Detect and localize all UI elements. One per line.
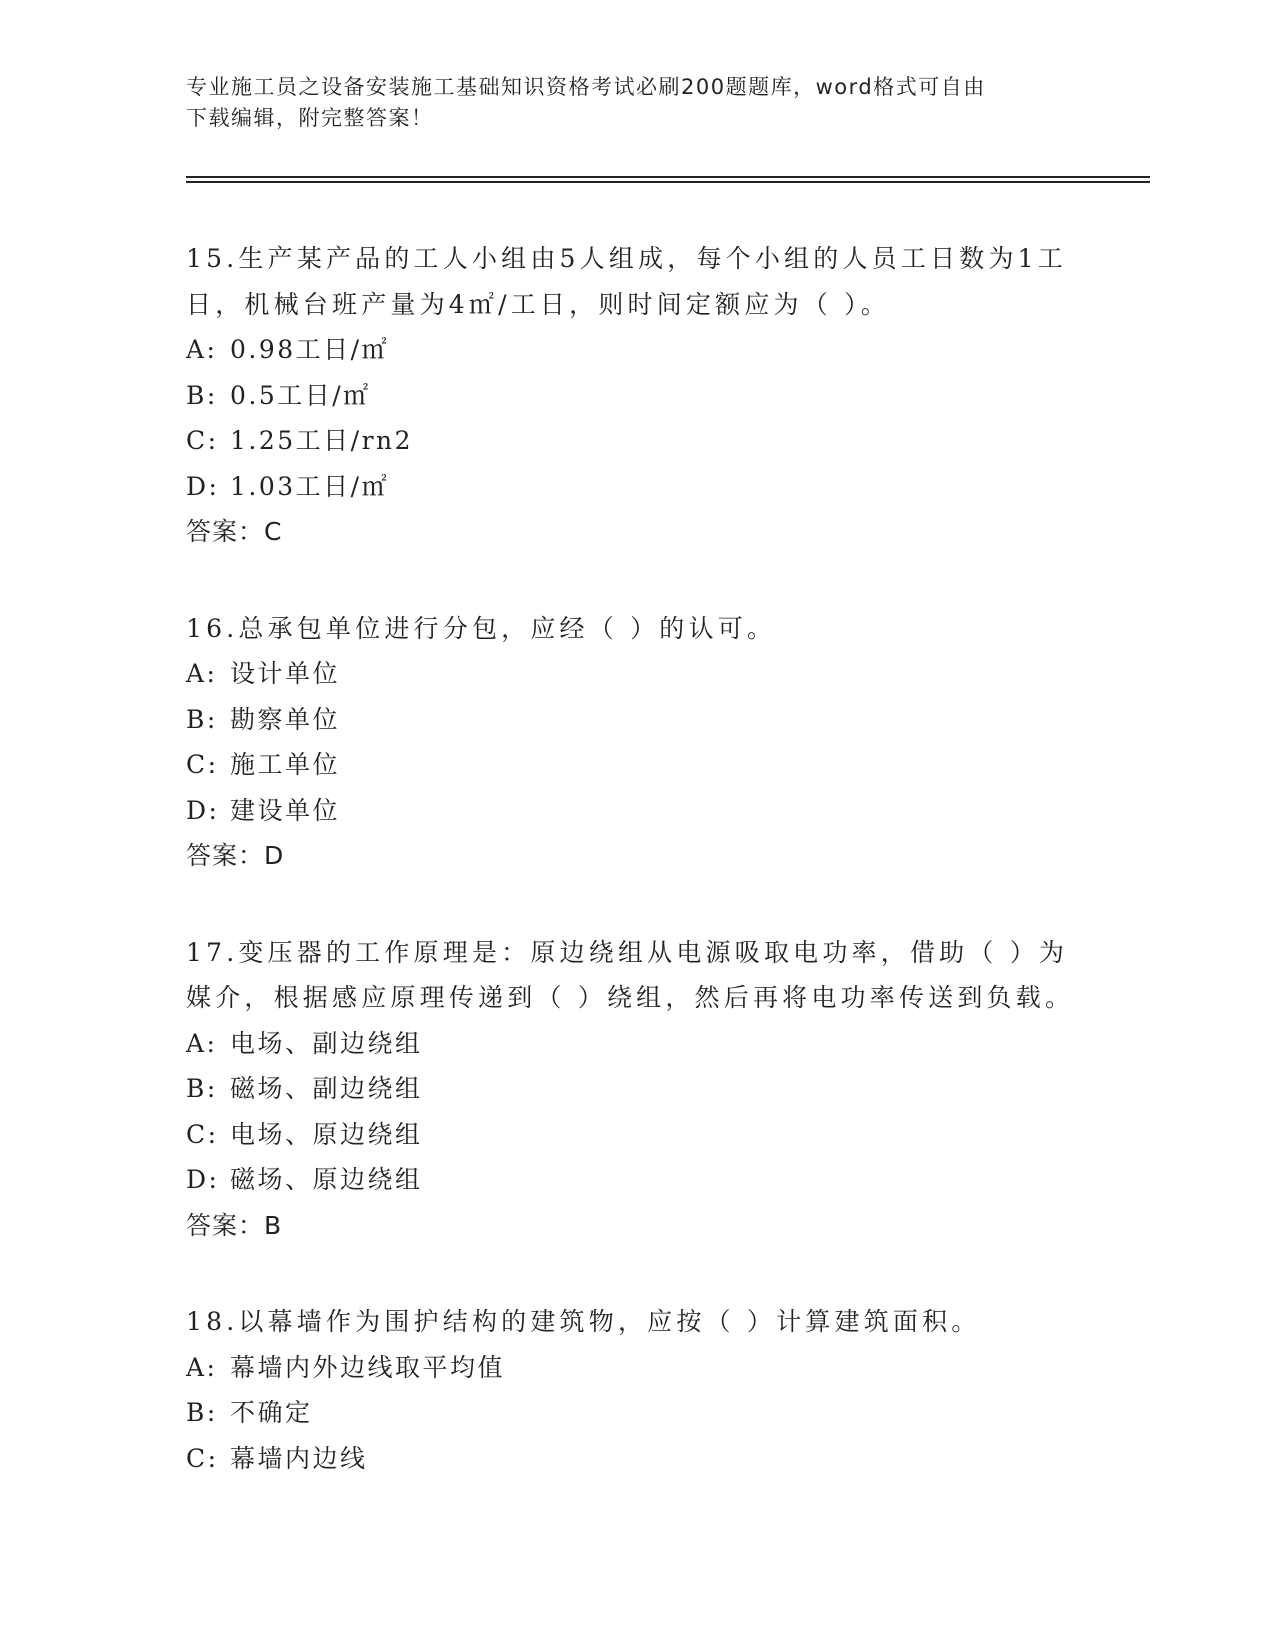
question-18 (186, 1299, 1086, 1481)
option-c (186, 1112, 1086, 1158)
option-label: D: (186, 471, 220, 501)
question-17 (186, 930, 1086, 1249)
header-rule-top (186, 176, 1150, 178)
option-label: B: (186, 1074, 218, 1103)
answer-line: 答案：B (186, 1210, 283, 1240)
option-label: B: (186, 1398, 218, 1427)
header-line-1: 专业施工员之设备安装施工基础知识资格考试必刷200题题库，word格式可自由 (186, 75, 986, 99)
question-stem-line-1: 16.总承包单位进行分包，应经（ ）的认可。 (186, 613, 777, 643)
option-text: 幕墙内外边线取平均值 (230, 1352, 506, 1382)
option-label: B: (186, 380, 218, 410)
option-a (186, 1345, 1086, 1391)
option-b (186, 1066, 1086, 1112)
option-label: C: (186, 1443, 219, 1473)
question-16 (186, 606, 1086, 879)
option-c (186, 742, 1086, 788)
answer-line: 答案：C (186, 517, 283, 546)
question-stem-line-1: 18.以幕墙作为围护结构的建筑物，应按（ ）计算建筑面积。 (186, 1307, 981, 1336)
option-b (186, 1390, 1086, 1436)
option-text: 磁场、原边绕组 (230, 1165, 423, 1194)
option-label: C: (186, 426, 219, 455)
option-d (186, 788, 1086, 834)
option-b (186, 373, 1086, 419)
option-text: 1.25工日/rn2 (230, 426, 414, 455)
option-text: 不确定 (230, 1398, 313, 1427)
answer-line: 答案：D (186, 841, 285, 870)
option-text: 0.5工日/㎡ (230, 380, 371, 410)
option-label: C: (186, 1119, 219, 1149)
question-list (186, 236, 1086, 1532)
question-15 (186, 236, 1086, 555)
question-stem-line-2: 日，机械台班产量为4㎡/工日，则时间定额应为（ ）。 (186, 289, 890, 319)
option-d (186, 464, 1086, 510)
option-a (186, 1021, 1086, 1067)
question-stem-line-1: 15.生产某产品的工人小组由5人组成，每个小组的人员工日数为1工 (186, 244, 1067, 273)
question-stem-line-2: 媒介，根据感应原理传递到（ ）绕组，然后再将电功率传送到负载。 (186, 983, 1075, 1012)
option-text: 磁场、副边绕组 (230, 1074, 423, 1103)
document-header (186, 72, 1086, 134)
option-text: 电场、原边绕组 (230, 1119, 423, 1149)
option-text: 施工单位 (230, 750, 341, 779)
option-text: 幕墙内边线 (230, 1443, 368, 1473)
question-stem-line-1: 17.变压器的工作原理是：原边绕组从电源吸取电功率，借助（ ）为 (186, 937, 1069, 967)
option-c (186, 418, 1086, 464)
option-text: 建设单位 (230, 795, 341, 825)
option-text: 0.98工日/㎡ (230, 335, 390, 364)
option-label: A: (186, 335, 218, 364)
option-b (186, 697, 1086, 743)
option-label: A: (186, 659, 218, 688)
option-c (186, 1436, 1086, 1482)
option-label: D: (186, 795, 220, 825)
header-rule-bottom (186, 181, 1150, 183)
option-label: B: (186, 704, 218, 734)
option-label: D: (186, 1165, 220, 1194)
option-label: C: (186, 750, 219, 779)
option-text: 勘察单位 (230, 704, 341, 734)
option-d (186, 1157, 1086, 1203)
option-label: A: (186, 1352, 218, 1382)
option-text: 电场、副边绕组 (230, 1028, 423, 1058)
option-text: 1.03工日/㎡ (230, 471, 390, 501)
header-line-2: 下载编辑，附完整答案！ (186, 106, 434, 130)
option-label: A: (186, 1028, 218, 1058)
option-a (186, 651, 1086, 697)
option-text: 设计单位 (230, 659, 341, 688)
option-a (186, 327, 1086, 373)
